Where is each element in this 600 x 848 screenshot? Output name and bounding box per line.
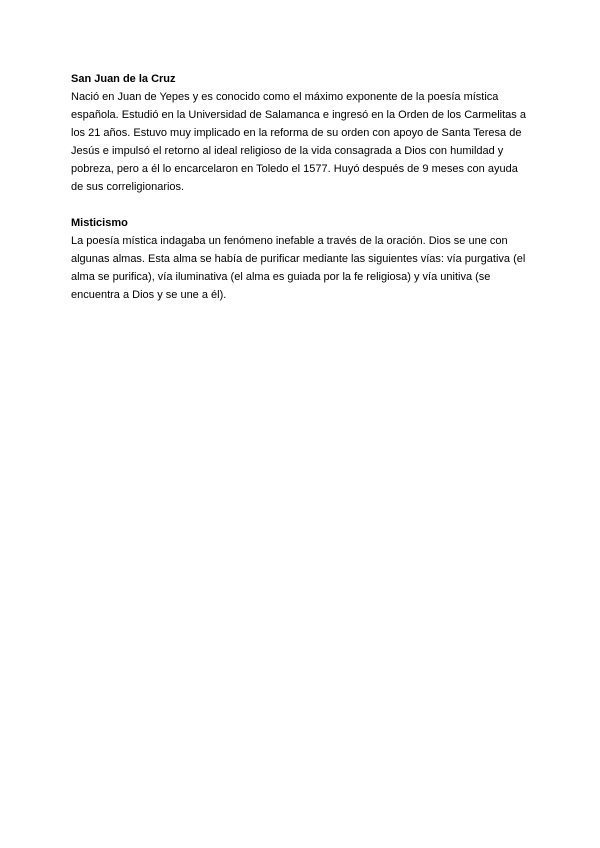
section-paragraph: La poesía mística indagaba un fenómeno inefable a través de la oración. Dios se une con algunas almas. Esta alma se había de purificar mediante las siguientes vías: vía purgativa (el alma se purifica), vía iluminativa (el alma es guiada por la fe religiosa) y vía unitiva (se encuentra a Dios y se une a él). — [71, 235, 526, 301]
section-paragraph: Nació en Juan de Yepes y es conocido como el máximo exponente de la poesía mística española. Estudió en la Universidad de Salamanca e ingresó en la Orden de los Carmelitas a los 21 años. Estuvo muy implicado en la reforma de su orden con apoyo de Santa Teresa de Jesús e impulsó el retorno al ideal religioso de la vida consagrada a Dios con humildad y pobreza, pero a él lo encarcelaron en Toledo el 1577. Huyó después de 9 meses con ayuda de sus correligionarios. — [71, 91, 526, 193]
section-heading: San Juan de la Cruz — [71, 73, 176, 85]
document-body — [71, 70, 533, 322]
section-heading: Misticismo — [71, 217, 128, 229]
section-misticismo — [71, 214, 533, 304]
section-san-juan — [71, 70, 533, 196]
